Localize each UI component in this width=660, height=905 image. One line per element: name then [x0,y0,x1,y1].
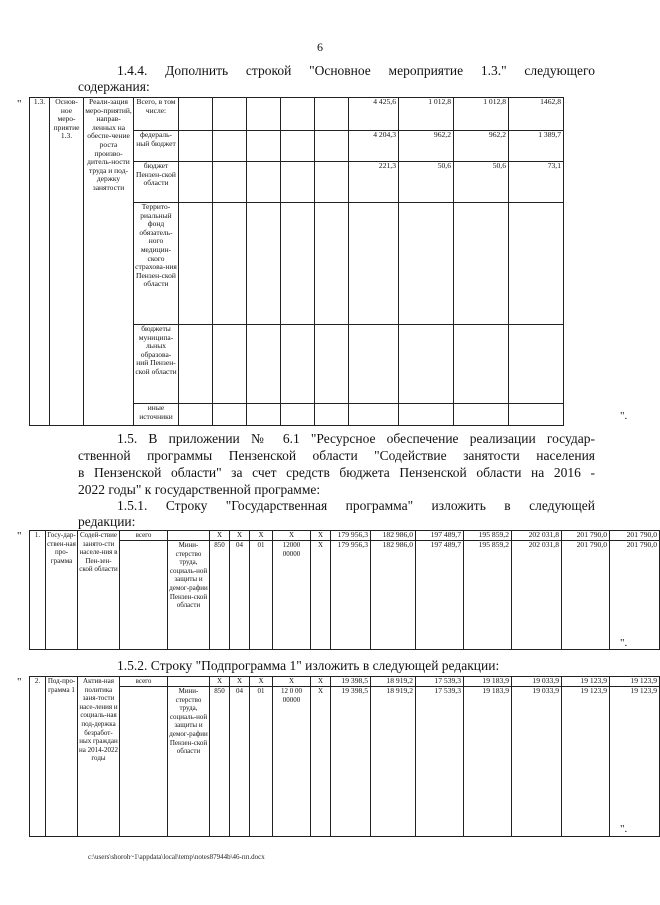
table2-value: 179 956,3 [331,541,371,650]
table1-value: 221,3 [349,162,399,203]
table3-value: 17 539,3 [416,687,464,837]
table1-source: федераль-ный бюджет [134,131,179,162]
paragraph-1-5-line1: 1.5. В приложении № 6.1 "Ресурсное обеспечение реализации государ- [117,431,595,446]
table2-open-quote: " [17,530,22,542]
paragraph-1-5-1 [117,497,595,514]
table1-row-total [30,98,620,131]
table2-cell: 04 [230,541,250,650]
table2-value: 201 790,0 [610,531,660,541]
table2-executor: Мини-стерство труда, социаль-ной защиты и демог-рафии Пензен-ской области [168,541,210,650]
paragraph-1-5-line3: в Пензенской области" за счет средств бюджета Пензенской области на 2016 - [78,465,595,480]
table2-value: 179 956,3 [331,531,371,541]
paragraph-1-4-4 [117,62,595,79]
table3-num: 2. [30,677,46,837]
table2-cell: X [230,531,250,541]
table3-cell: X [273,677,311,687]
table1-value: 4 425,6 [349,98,399,131]
table2-value: 202 031,8 [512,541,562,650]
table3-cell: X [250,677,273,687]
table3-value: 19 033,9 [512,687,562,837]
table1-source: Террито-риальный фонд обязатель-ного медицин-ского страхова-ния Пензен-ской области [134,203,179,325]
table1-value: 50,6 [399,162,454,203]
paragraph-1-5-1-line1: 1.5.1. Строку "Государственная программа" изложить в следующей [117,498,595,513]
paragraph-1-4-4-line1: 1.4.4. Дополнить строкой "Основное мероприятие 1.3." следующего [117,63,595,78]
table2-value: 202 031,8 [512,531,562,541]
table2-cell: 850 [210,541,230,650]
table3-value: 19 123,9 [562,687,610,837]
table3 [29,676,660,837]
table1-source: Всего, в том числе: [134,98,179,131]
table3-value: 19 398,5 [331,687,371,837]
table3-value: 17 539,3 [416,677,464,687]
table2-value: 195 859,2 [464,541,512,650]
table3-cell: X [210,677,230,687]
table3-cell: X [311,687,331,837]
table3-row-main [30,687,660,837]
page-number: 6 [317,40,323,54]
table3-value: 19 123,9 [610,677,660,687]
table1-value: 1462,8 [509,98,564,131]
footer-file-path: c:\users\shoroh~1\appdata\local\temp\notes87944b\46-пп.docx [88,853,265,861]
table3-cell: X [311,677,331,687]
table3-cell: 01 [250,687,273,837]
table2-num: 1. [30,531,46,650]
table1-source: иные источники [134,404,179,426]
table2-row-main [30,541,660,650]
table2-cell: 01 [250,541,273,650]
paragraph-1-5-2: 1.5.2. Строку "Подпрограмма 1" изложить в следующей редакции: [117,658,500,673]
table2-value: 201 790,0 [610,541,660,650]
table2-value: 197 489,7 [416,531,464,541]
table2-cell: X [210,531,230,541]
table3-value: 18 919,2 [371,677,416,687]
table3-cell: 04 [230,687,250,837]
table3-cell: X [230,677,250,687]
table1-value: 73,1 [509,162,564,203]
table3-source: всего [120,677,168,687]
table2 [29,530,660,650]
table3-open-quote: " [17,676,22,688]
table3-value: 19 123,9 [562,677,610,687]
table1-value: 1 389,7 [509,131,564,162]
table1-value: 50,6 [454,162,509,203]
table3-value: 19 398,5 [331,677,371,687]
table1-open-quote: " [17,98,22,110]
table3-value: 19 033,9 [512,677,562,687]
table2-value: 182 986,0 [371,531,416,541]
table1 [29,97,620,426]
table2-cell: X [250,531,273,541]
paragraph-1-5-line4: 2022 годы" к государственной программе: [78,482,321,497]
table1-num: 1.3. [30,98,50,426]
table2-close-quote: ". [620,637,628,649]
table2-cell: X [273,531,311,541]
table1-source: бюджеты муниципа-льных образова-ний Пензен-ской области [134,325,179,404]
table2-value: 201 790,0 [562,531,610,541]
table3-cell: 850 [210,687,230,837]
table2-value: 195 859,2 [464,531,512,541]
table2-value: 201 790,0 [562,541,610,650]
table3-cell: 12 0 00 00000 [273,687,311,837]
table1-value: 962,2 [399,131,454,162]
table3-close-quote: ". [620,823,628,835]
table3-executor: Мини-стерство труда, социаль-ной защиты и демог-рафии Пензен-ской области [168,687,210,837]
table1-value: 962,2 [454,131,509,162]
table3-value: 19 183,9 [464,687,512,837]
table1-value: 1 012,8 [454,98,509,131]
table1-goal: Реали-зация меро-приятий, направ-ленных на обеспе-чение роста произво-дитель-ности труда и под-держку занятости [84,98,134,426]
table3-value: 18 919,2 [371,687,416,837]
table1-close-quote: ". [620,410,628,422]
paragraph-1-5-line2: ственной программы Пензенской области "Содействие занятости населения [78,448,595,463]
table2-cell: X [311,531,331,541]
table1-name: Основ-ное меро-приятие 1.3. [50,98,84,426]
table3-status: Под-про-грамма 1 [46,677,78,837]
table2-value: 182 986,0 [371,541,416,650]
table3-value: 19 183,9 [464,677,512,687]
table2-status: Госу-дар-ствен-ная про-грамма [46,531,78,650]
paragraph-1-5-1-line2: редакции: [78,514,136,529]
table2-cell: 12000 00000 [273,541,311,650]
table1-source: бюджет Пензен-ской области [134,162,179,203]
table1-value: 4 204,3 [349,131,399,162]
table2-cell: X [311,541,331,650]
paragraph-1-5 [78,430,595,498]
table2-row-header [30,531,660,541]
table1-value: 1 012,8 [399,98,454,131]
paragraph-1-4-4-line2: содержания: [78,79,150,94]
table2-value: 197 489,7 [416,541,464,650]
table2-name: Содей-ствие занято-сти населе-ния в Пен-зен-ской области [78,531,120,650]
table3-name: Актив-ная политика заня-тости насе-ления и социаль-ная под-держка безработ-ных граждан на 2014-2022 годы [78,677,120,837]
table2-source: всего [120,531,168,541]
table3-value: 19 123,9 [610,687,660,837]
table3-row-header [30,677,660,687]
